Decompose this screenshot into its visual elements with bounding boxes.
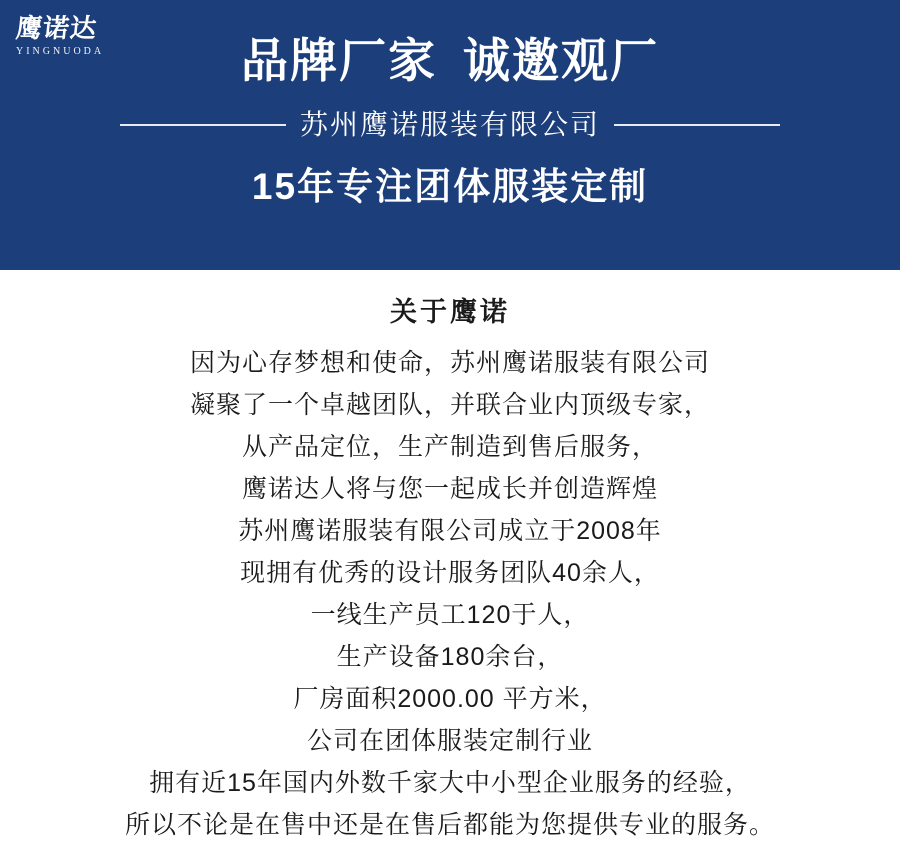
about-line: 因为心存梦想和使命，苏州鹰诺服装有限公司 bbox=[189, 349, 710, 377]
banner-title-part2: 诚邀观厂 bbox=[463, 34, 659, 87]
about-line: 一线生产员工120于人， bbox=[310, 601, 590, 629]
banner-company-name: 苏州鹰诺服装有限公司 bbox=[300, 109, 601, 140]
about-line: 苏州鹰诺服装有限公司成立于2008年 bbox=[238, 517, 662, 545]
about-line: 所以不论是在售中还是在售后都能为您提供专业的服务。 bbox=[124, 811, 775, 839]
about-body bbox=[0, 342, 900, 846]
about-line: 凝聚了一个卓越团队，并联合业内顶级专家， bbox=[189, 391, 710, 419]
banner-slogan: 15年专注团体服装定制 bbox=[251, 166, 649, 207]
about-line: 拥有近15年国内外数千家大中小型企业服务的经验， bbox=[149, 769, 751, 797]
banner-title-part1: 品牌厂家 bbox=[241, 34, 437, 87]
header-banner bbox=[0, 0, 900, 270]
about-line: 鹰诺达人将与您一起成长并创造辉煌 bbox=[241, 475, 658, 503]
banner-title bbox=[241, 30, 659, 98]
about-line: 公司在团体服装定制行业 bbox=[306, 727, 593, 755]
brand-logo-text: 鹰诺达 bbox=[14, 14, 99, 43]
banner-company-row bbox=[120, 108, 780, 142]
about-line: 从产品定位，生产制造到售后服务， bbox=[241, 433, 658, 461]
brand-logo-subtext: YINGNUODA bbox=[16, 46, 105, 57]
divider-left bbox=[120, 124, 286, 126]
divider-right bbox=[614, 124, 780, 126]
about-line: 生产设备180余台， bbox=[336, 643, 564, 671]
brand-logo bbox=[16, 14, 124, 70]
about-section bbox=[0, 270, 900, 846]
about-line: 现拥有优秀的设计服务团队40余人， bbox=[240, 559, 660, 587]
about-heading: 关于鹰诺 bbox=[390, 297, 510, 327]
about-line: 厂房面积2000.00 平方米， bbox=[293, 685, 607, 713]
